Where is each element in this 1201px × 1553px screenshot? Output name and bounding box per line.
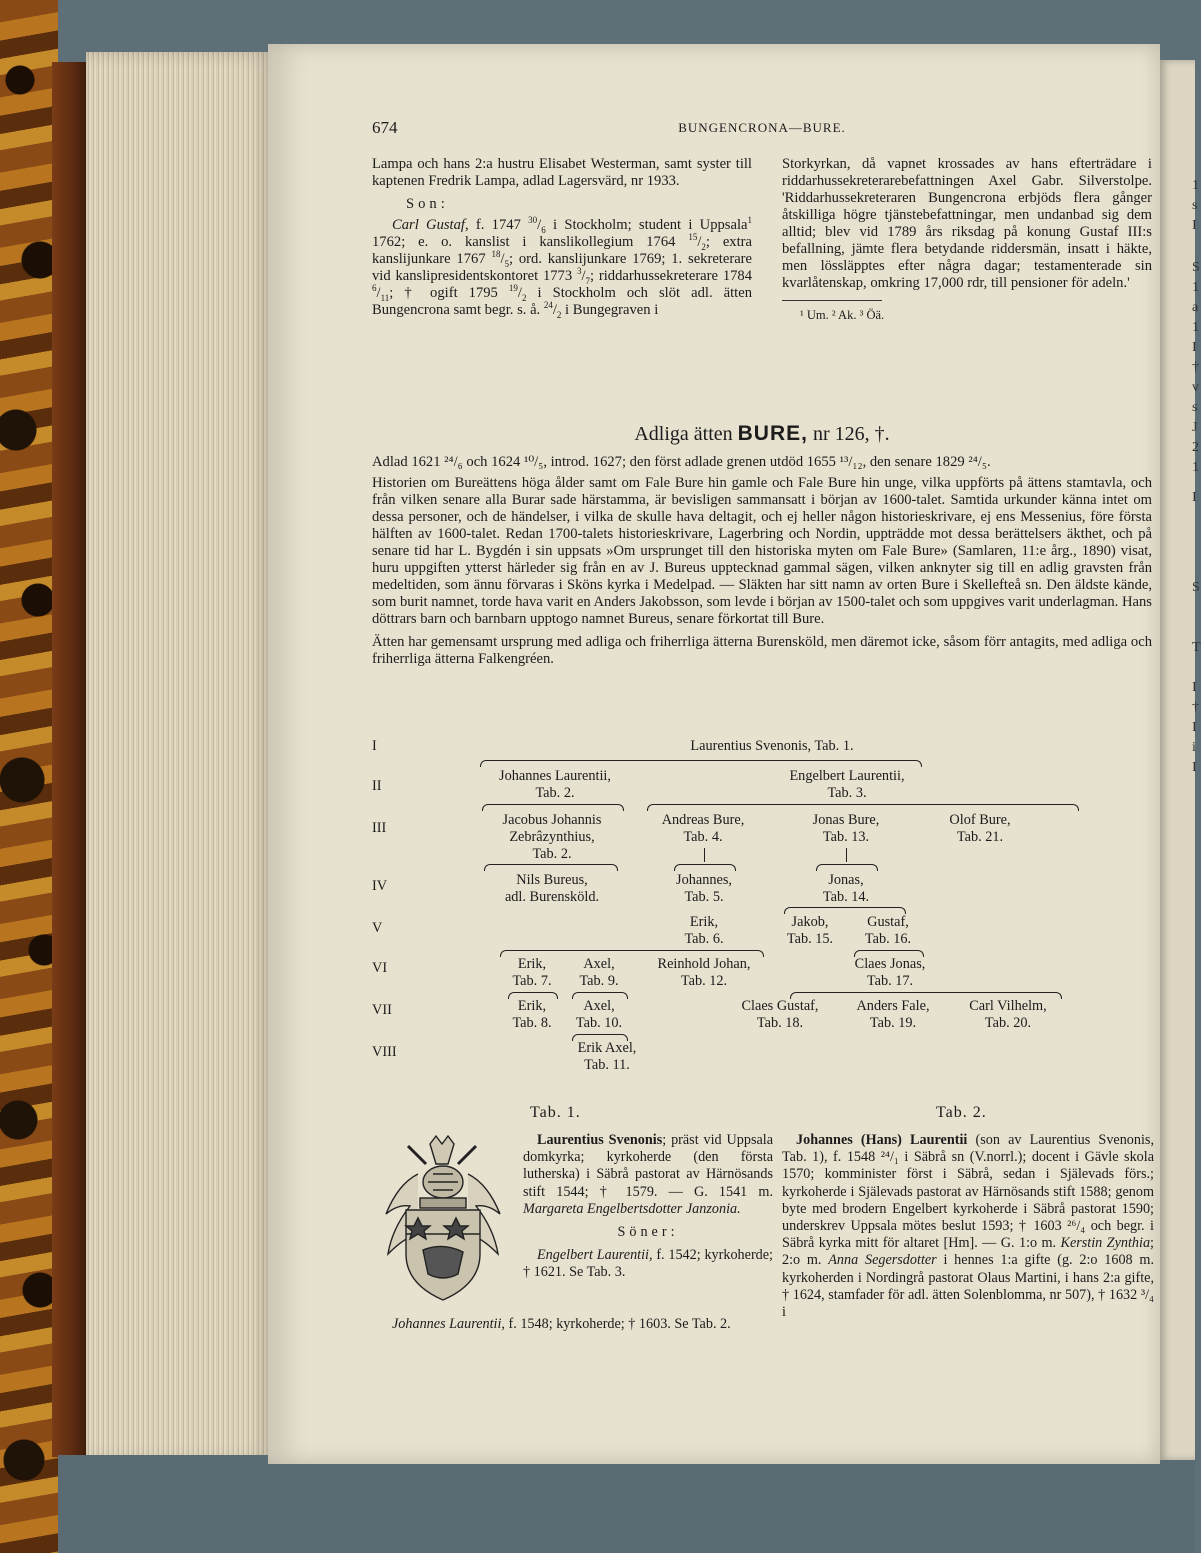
tree-node-carl-vilhelm — [948, 998, 1068, 1032]
tree-node-olof — [920, 812, 1040, 846]
node-text: Erik, — [517, 956, 547, 972]
tree-node-jakob — [772, 914, 848, 948]
date-den: 2 — [701, 241, 706, 252]
node-text: Axel, — [583, 998, 615, 1014]
tab1-son1 — [523, 1247, 773, 1281]
son-heading: Son: — [406, 196, 449, 212]
son-name: Carl Gustaf — [392, 217, 465, 233]
next-page-char: S — [1192, 260, 1200, 275]
tab1-heading: Tab. 1. — [530, 1104, 581, 1121]
node-text: Carl Vilhelm, — [969, 998, 1047, 1014]
tree-node-erik-axel — [552, 1040, 662, 1074]
page-number: 674 — [372, 118, 398, 137]
left-column — [372, 156, 752, 319]
node-text: Andreas Bure, — [661, 812, 745, 828]
gen-label: II — [372, 778, 382, 794]
date-num: 24 — [543, 300, 553, 311]
next-page-char: 1 — [1192, 460, 1199, 475]
node-text: Tab. 2. — [535, 785, 575, 801]
tree-node-nils — [470, 872, 634, 906]
tab1-body: ; präst vid Uppsala domkyrka; kyrkoherde (den första lutherska) i Säbrå pastorat av Härnösands stift 1544; † 1579. — G. 1541 m. — [523, 1132, 774, 1200]
son-text: ; riddarhussekreterare 1784 — [590, 268, 753, 284]
tree-node-erik-5 — [634, 914, 774, 948]
node-text: Tab. 17. — [866, 973, 914, 989]
footnote-rule — [782, 300, 882, 301]
node-text: adl. Burensköld. — [504, 889, 600, 905]
son-paragraph: Carl Gustaf, f. 1747 $^{30}/_6$ i Stockholm; student i Uppsala$^1$ 1762; e. o. kanslist i kanslikollegium 1764 $^{15}/_2$; extra kanslijunkare 1767 $^{18}/_5$; ord. kanslijunkare 1769; 1. sekreterare vid kanslipresidentskontoret 1773 $^3/_7$; riddarhussekreterare 1784 $^6/_{11}$; † ogift 1795 $^{19}/_2$ i Stockholm och slöt adl. ätten Bungencrona samt begr. s. å. $^{24}/_2$ i Bungegraven i — [372, 215, 753, 320]
history-paragraph: Historien om Bureättens höga ålder samt om Fale Bure hin gamle och Fale Bure hin unge, vilka uppförts på ättens stamtavla, och från vilken senare alla Burar sade härstamma, är bevisligen sammansatt i början av 1600-talet. Samtida urkunder känna intet om dessa personer, och de händelser, i vilka de skulle hava deltagit, och ej heller någon historieskrivare, ej ens Messenius, före första hälften av 1600-talet. Redan 1700-talets historieskrivare, Lagerbring och Nordin, uppträdde mot dessa berättelsers äkthet, och på senare tid har L. Bygdén i sin uppsats »Om ursprunget till den historiska myten om Fale Bure» (Samlaren, 11:e årg., 1890) visat, huru uppgiften ytterst härleder sig från en av J. Bureus upptecknad gammal sägen, vilken anknyter sig till en adlig gravsten från medeltiden, som ännu förvaras i Sköns kyrka i Medelpad. — Släkten har sitt namn av orten Bure i Skellefteå sn. Den äldste kände, som burit namnet, torde hava varit en Anders Jakobsson, som levde i början av 1500-talet och som uppgives varit underlagman. Hans döttrars barn och barnbarn upptogo namnet Bureus, senare förkortat till Bure. — [372, 475, 1152, 627]
date-den: 11 — [380, 292, 390, 303]
next-page-char: a — [1192, 300, 1199, 315]
family-tree — [372, 738, 1162, 1078]
gen-label: I — [372, 738, 377, 754]
node-text: Jacobus Johannis — [502, 812, 602, 828]
date-num: 15 — [688, 232, 698, 243]
node-text: Johannes Laurentii, — [499, 768, 611, 784]
background-board — [58, 1455, 1195, 1553]
son-text: i Stockholm; student i Uppsala — [545, 217, 748, 233]
next-page-char: J — [1192, 420, 1198, 435]
node-text: Nils Bureus, — [516, 872, 588, 888]
tab2-text — [782, 1132, 1154, 1321]
son-text: , f. 1548; kyrkoherde; † 1603. Se Tab. 2. — [501, 1316, 731, 1332]
node-text: Zebrâzynthius, — [509, 829, 595, 845]
tree-brace — [674, 864, 736, 871]
tree-brace — [784, 907, 906, 914]
tree-node-jonas-4 — [776, 872, 916, 906]
tab2-body: (son av Laurentius Svenonis, Tab. 1), f. 1548 ²⁴/₁ i Säbrå sn (V.norrl.); docent i Gävle skola 1570; komminister först i Säbrå, sedan i Själevads förs.; kyrkoherde i Själevads pastorat av Härnösands stift 1588; genom byte med brodern Engelbert kyrkoherde i Säbrå pastorat 1590; underskrev Uppsala mötes beslut 1593; † 1603 ²⁶/₄ och begr. i Säbrå kyrka mitt för altaret [Hm]. — G. 1:o m. — [782, 1132, 1154, 1252]
son-name: Engelbert Laurentii — [537, 1247, 650, 1264]
tab2-body: ; 2:o m. — [782, 1235, 1154, 1269]
node-text: Tab. 3. — [827, 785, 867, 801]
node-text: Erik, — [689, 914, 719, 930]
node-text: Tab. 14. — [822, 889, 870, 905]
tree-node-jonas — [776, 812, 916, 846]
node-text: Jonas, — [828, 872, 864, 888]
tree-node-jacobus — [470, 812, 634, 863]
date-den: 6 — [541, 224, 546, 235]
next-page-char: 2 — [1192, 440, 1199, 455]
tree-node-erik-7 — [500, 998, 564, 1032]
tree-node-johannes — [470, 768, 640, 802]
node-text: Tab. 9. — [579, 973, 619, 989]
tree-node-andreas — [628, 812, 778, 846]
node-text: Tab. 18. — [756, 1015, 804, 1031]
wife-name: Anna Segersdotter — [828, 1252, 937, 1269]
tree-node-gustaf — [848, 914, 928, 948]
lampa-paragraph: Lampa och hans 2:a hustru Elisabet Westerman, samt syster till kaptenen Fredrik Lampa, adlad Lagersvärd, nr 1933. — [372, 156, 752, 189]
node-text: Erik Axel, — [577, 1040, 637, 1056]
footnotes: ¹ Um. ² Ak. ³ Öä. — [800, 308, 885, 322]
tree-node-reinhold — [634, 956, 774, 990]
node-text: Jonas Bure, — [812, 812, 880, 828]
node-text: Claes Gustaf, — [741, 998, 819, 1014]
node-text: Tab. 19. — [869, 1015, 917, 1031]
node-text: Tab. 10. — [575, 1015, 623, 1031]
next-page-char: 1 — [1192, 280, 1199, 295]
intro-block — [372, 454, 1152, 668]
gen-label: IV — [372, 878, 388, 894]
date-num: 19 — [508, 283, 518, 294]
node-text: Olof Bure, — [949, 812, 1011, 828]
next-page-char: S — [1192, 580, 1200, 595]
node-text: Claes Jonas, — [854, 956, 926, 972]
cover-edge — [52, 62, 88, 1457]
son-text: ; extra kanslijunkare 1767 — [372, 234, 752, 267]
book-spine — [0, 0, 58, 1553]
person-name: Johannes (Hans) Laurentii — [796, 1132, 968, 1148]
wife-name: Margareta Engelbertsdotter Janzonia. — [523, 1200, 741, 1217]
tree-node-erik-6 — [500, 956, 564, 990]
section-title — [372, 422, 1152, 446]
tree-node-axel-7 — [562, 998, 636, 1032]
son-text: , f. 1747 — [464, 217, 529, 233]
tree-node-engelbert — [762, 768, 932, 802]
footnote-mark: 1 — [747, 215, 752, 226]
next-page-char: I — [1192, 760, 1197, 775]
date-den: 2 — [556, 309, 562, 320]
node-text: Tab. 20. — [984, 1015, 1032, 1031]
tab1-paragraph — [523, 1132, 773, 1218]
date-num: 3 — [576, 266, 582, 277]
node-text: Reinhold Johan, — [657, 956, 751, 972]
node-text: Laurentius Svenonis, Tab. 1. — [690, 738, 854, 754]
date-den: 2 — [521, 292, 527, 303]
node-text: Erik, — [517, 998, 547, 1014]
node-text: Tab. 11. — [584, 1057, 630, 1073]
node-text: Tab. 4. — [683, 829, 723, 845]
next-page-char: I — [1192, 680, 1197, 695]
tree-brace — [480, 760, 922, 767]
section-title-prefix: Adliga ätten — [634, 423, 738, 445]
tree-brace — [647, 804, 1079, 811]
tab1-text — [523, 1132, 773, 1282]
node-text: Tab. 16. — [864, 931, 912, 947]
coat-of-arms-icon — [378, 1134, 508, 1304]
tree-stem — [846, 848, 847, 862]
next-page-margin — [1158, 60, 1201, 1460]
storkyrkan-paragraph: Storkyrkan, då vapnet krossades av hans efterträdare i riddarhussekreterarebefattningen Axel Gabr. Silverstolpe. 'Riddarhussekreteraren Bungencrona erbjöds flera gånger åtskilliga högre tjänstebefattningar, men undanbad sig dem alltid; blev vid 1789 års riksdag på konung Gustaf III:s befallning, jämte flera betydande riddersmän, insatt i häkte, men lössläpptes efter några dagar; testamenterade sin kvarlåtenskap, omkring 17,000 rdr, till pensioner för adeln.' — [782, 156, 1152, 291]
book-page — [268, 44, 1160, 1464]
node-text: Jakob, — [791, 914, 829, 930]
node-text: Tab. 15. — [786, 931, 834, 947]
node-text: Engelbert Laurentii, — [789, 768, 905, 784]
son-text: ; ord. kanslijunkare 1769; 1. sekreterare vid kanslipresidentskontoret 1773 — [372, 251, 753, 284]
node-text: Tab. 6. — [684, 931, 724, 947]
tree-node-claes-jonas — [820, 956, 960, 990]
son-name: Johannes Laurentii — [392, 1316, 502, 1332]
tree-node-anders-fale — [838, 998, 948, 1032]
next-page-char: 1 — [1192, 178, 1199, 193]
node-text: Tab. 2. — [532, 846, 572, 862]
date-num: 30 — [528, 215, 538, 226]
tab1-son2 — [372, 1316, 774, 1333]
next-page-char: I — [1192, 218, 1197, 233]
tree-node-axel-6 — [564, 956, 634, 990]
tree-brace — [482, 804, 624, 811]
date-den: 5 — [504, 258, 509, 269]
tree-stem — [704, 848, 705, 862]
son-text: 1762; e. o. kanslist i kanslikollegium 1764 — [372, 234, 689, 250]
tab2-heading: Tab. 2. — [936, 1104, 987, 1121]
date-den: 7 — [585, 275, 591, 286]
node-text: Tab. 13. — [822, 829, 870, 845]
son-text: ; † ogift 1795 — [389, 285, 509, 301]
node-text: Tab. 12. — [680, 973, 728, 989]
tree-brace — [816, 864, 878, 871]
next-page-char: I — [1192, 490, 1197, 505]
tree-node-johannes-4 — [634, 872, 774, 906]
node-text: Tab. 7. — [512, 973, 552, 989]
son-text: , f. 1542; kyrkoherde; † 1621. Se Tab. 3. — [523, 1247, 773, 1281]
tree-node-claes-gustaf — [720, 998, 840, 1032]
gen-label: VII — [372, 1002, 392, 1018]
date-num: 6 — [372, 283, 377, 294]
adlad-line: Adlad 1621 ²⁴/₆ och 1624 ¹⁰/₅, introd. 1627; den först adlade grenen utdöd 1655 ¹³/₁₂, den senare 1829 ²⁴/₅. — [372, 454, 991, 470]
node-text: Tab. 8. — [512, 1015, 552, 1031]
gen-label: VI — [372, 960, 388, 976]
wife-name: Kerstin Zynthia — [1060, 1235, 1151, 1252]
son-text: i Bungegraven i — [561, 302, 659, 318]
gen-label: VIII — [372, 1044, 397, 1060]
next-page-char: I — [1192, 720, 1197, 735]
next-page-char: s — [1192, 400, 1198, 415]
running-title: BUNGENCRONA—BURE. — [678, 120, 846, 135]
origin-paragraph: Ätten har gemensamt ursprung med adliga och friherrliga ätterna Burensköld, men däremot icke, såsom förr antagits, med adliga och friherrliga ätterna Falkengréen. — [372, 634, 1152, 667]
node-text: Anders Fale, — [856, 998, 930, 1014]
next-page-char: 1 — [1192, 320, 1199, 335]
next-page-char: † — [1192, 360, 1199, 375]
sons-heading: Söner: — [617, 1224, 679, 1241]
gen-label: V — [372, 920, 383, 936]
next-page-char: † — [1192, 700, 1199, 715]
node-text: Axel, — [583, 956, 615, 972]
next-page-char: T — [1192, 640, 1201, 655]
next-page-char: s — [1192, 198, 1198, 213]
node-text: Gustaf, — [867, 914, 909, 930]
section-title-suffix: nr 126, †. — [807, 423, 890, 445]
gen-label: III — [372, 820, 387, 836]
tree-brace — [484, 864, 618, 871]
person-name: Laurentius Svenonis — [537, 1132, 663, 1148]
tree-node-laurentius — [622, 738, 922, 755]
son-text: i Stockholm och slöt adl. ätten Bungencrona samt begr. s. å. — [372, 285, 752, 318]
next-page-char: i — [1192, 740, 1196, 755]
right-column — [782, 156, 1152, 324]
next-page-char: v — [1192, 380, 1199, 395]
tab2-body: i hennes 1:a gifte (g. 2:o 1608 m. kyrkoherden i Nordingrå pastorat Olaus Martini, i hans 2:a gifte, † 1624, stamfader för adl. ätten Solenblomma, nr 507), † 1632 ³/₄ i — [782, 1252, 1154, 1321]
node-text: Tab. 21. — [956, 829, 1004, 845]
page-edges — [86, 52, 276, 1462]
date-num: 18 — [491, 249, 501, 260]
family-name: BURE, — [737, 422, 808, 445]
next-page-char: I — [1192, 340, 1197, 355]
node-text: Johannes, — [676, 872, 732, 888]
node-text: Tab. 5. — [684, 889, 724, 905]
